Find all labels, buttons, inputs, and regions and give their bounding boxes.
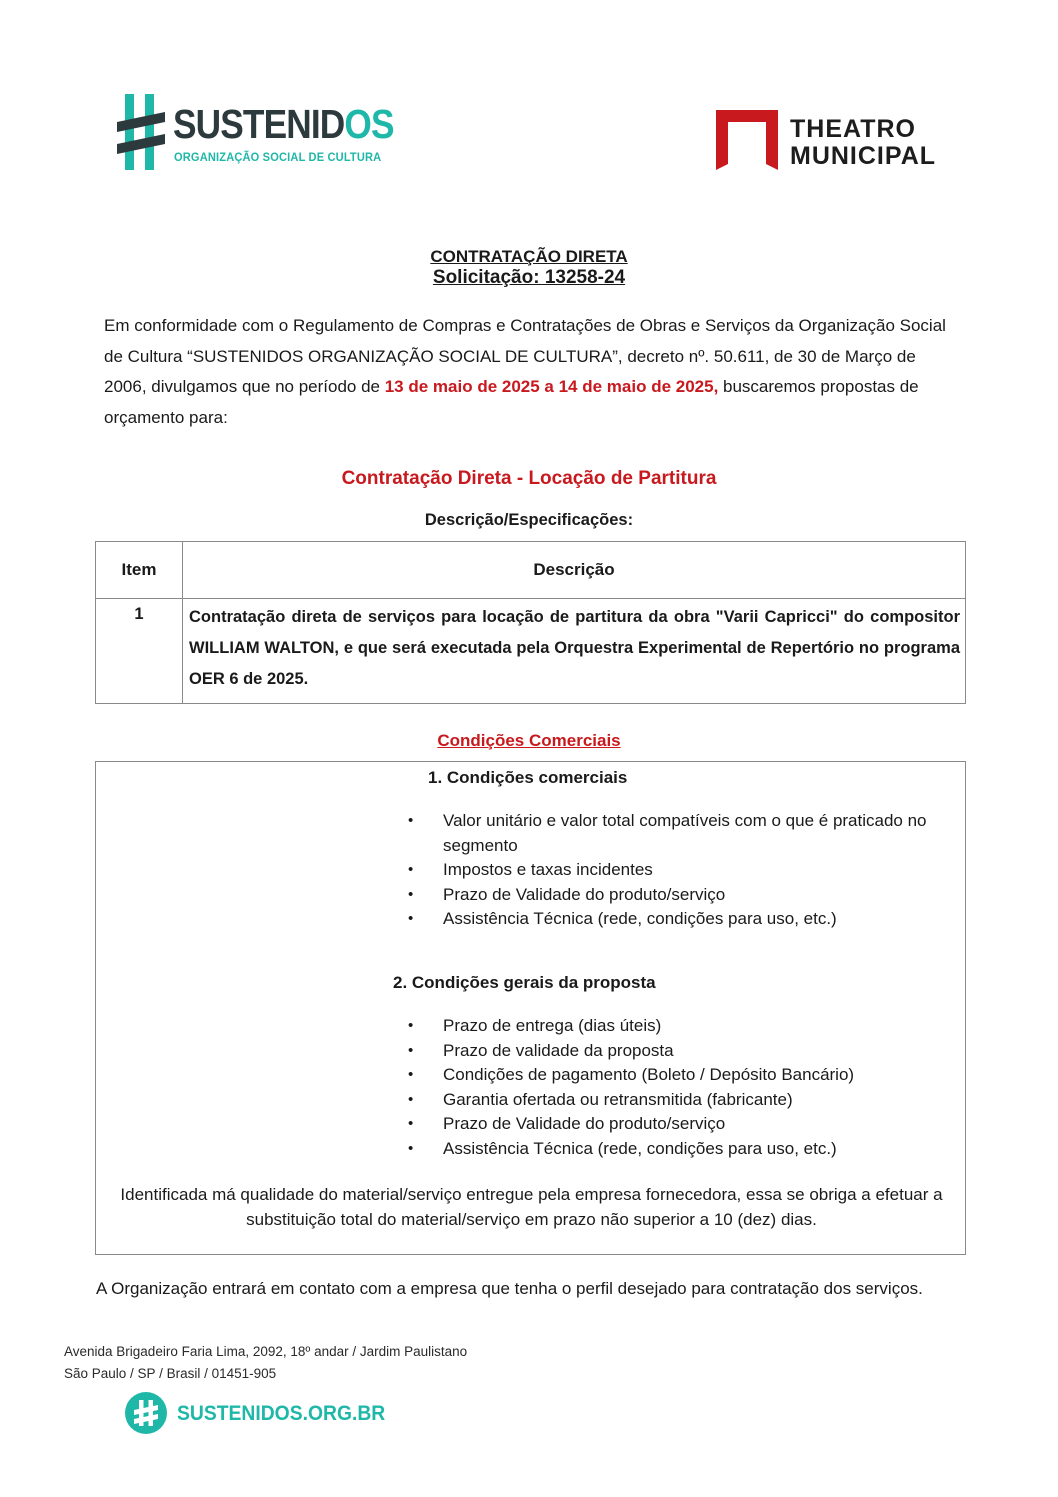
list-item: • Prazo de Validade do produto/serviço <box>406 883 956 908</box>
list-item: • Prazo de entrega (dias úteis) <box>406 1014 956 1039</box>
list-item: • Impostos e taxas incidentes <box>406 858 956 883</box>
hash-sharp-icon <box>117 94 165 170</box>
conditions-box <box>95 761 966 1255</box>
column-header-item: Item <box>96 542 183 599</box>
request-number: Solicitação: 13258-24 <box>432 267 626 288</box>
list-item: • Valor unitário e valor total compatíveis com o que é praticado no segmento <box>406 809 956 858</box>
commercial-conditions-heading: 1. Condições comerciais <box>428 768 628 787</box>
document-title: CONTRATAÇÃO DIRETA <box>430 247 628 266</box>
website-link[interactable]: SUSTENIDOS.ORG.BR <box>177 1402 386 1425</box>
list-item: • Garantia ofertada ou retransmitida (fabricante) <box>406 1088 956 1113</box>
address-line-1: Avenida Brigadeiro Faria Lima, 2092, 18º andar / Jardim Paulistano <box>64 1344 468 1359</box>
section-title: Contratação Direta - Locação de Partitura <box>341 468 717 489</box>
intro-paragraph: Em conformidade com o Regulamento de Compras e Contratações de Obras e Serviços da Organização Social de Cultura “SUSTENIDOS ORGANIZAÇÃO SOCIAL DE CULTURA”, decreto nº. 50.611, de 30 de Março de 2006, divulgamos que no período de 13 de maio de 2025 a 14 de maio de 2025, buscaremos propostas de orçamento para: <box>104 316 946 427</box>
column-header-description: Descrição <box>183 542 966 599</box>
hash-circle-icon <box>125 1392 167 1434</box>
commercial-conditions-list <box>406 809 956 932</box>
footer-website-logo <box>125 1392 385 1434</box>
list-item: • Prazo de validade da proposta <box>406 1039 956 1064</box>
sustenidos-wordmark: SUSTENIDOS <box>173 101 394 147</box>
table-row <box>96 599 966 704</box>
specifications-title: Descrição/Especificações: <box>424 511 634 529</box>
quality-note: Identificada má qualidade do material/serviço entregue pela empresa fornecedora, essa se obriga a efetuar a substituição total do material/serviço em prazo não superior a 10 (dez) dias. <box>120 1185 943 1229</box>
municipal-text: MUNICIPAL <box>790 142 937 170</box>
theatro-arch-icon <box>716 108 780 172</box>
closing-statement: A Organização entrará em contato com a empresa que tenha o perfil desejado para contratação dos serviços. <box>96 1279 923 1298</box>
theatro-municipal-logo <box>716 108 956 174</box>
period-highlight: 13 de maio de 2025 a 14 de maio de 2025, <box>384 377 719 396</box>
items-table <box>95 541 966 704</box>
sustenidos-tagline: ORGANIZAÇÃO SOCIAL DE CULTURA <box>174 150 382 164</box>
table-header-row <box>96 542 966 599</box>
sustenidos-logo <box>117 94 394 172</box>
theatro-text: THEATRO <box>790 115 916 143</box>
proposal-conditions-list <box>406 1014 956 1161</box>
proposal-conditions-heading: 2. Condições gerais da proposta <box>393 973 656 992</box>
list-item: • Assistência Técnica (rede, condições para uso, etc.) <box>406 1137 956 1162</box>
item-number-cell: 1 <box>96 599 183 704</box>
address-line-2: São Paulo / SP / Brasil / 01451-905 <box>64 1366 277 1381</box>
item-description-cell: Contratação direta de serviços para locação de partitura da obra "Varii Capricci" do compositor WILLIAM WALTON, e que será executada pela Orquestra Experimental de Repertório no programa OER 6 de 2025. <box>183 599 966 704</box>
conditions-title: Condições Comerciais <box>437 731 621 750</box>
list-item: • Assistência Técnica (rede, condições para uso, etc.) <box>406 907 956 932</box>
list-item: • Condições de pagamento (Boleto / Depósito Bancário) <box>406 1063 956 1088</box>
list-item: • Prazo de Validade do produto/serviço <box>406 1112 956 1137</box>
